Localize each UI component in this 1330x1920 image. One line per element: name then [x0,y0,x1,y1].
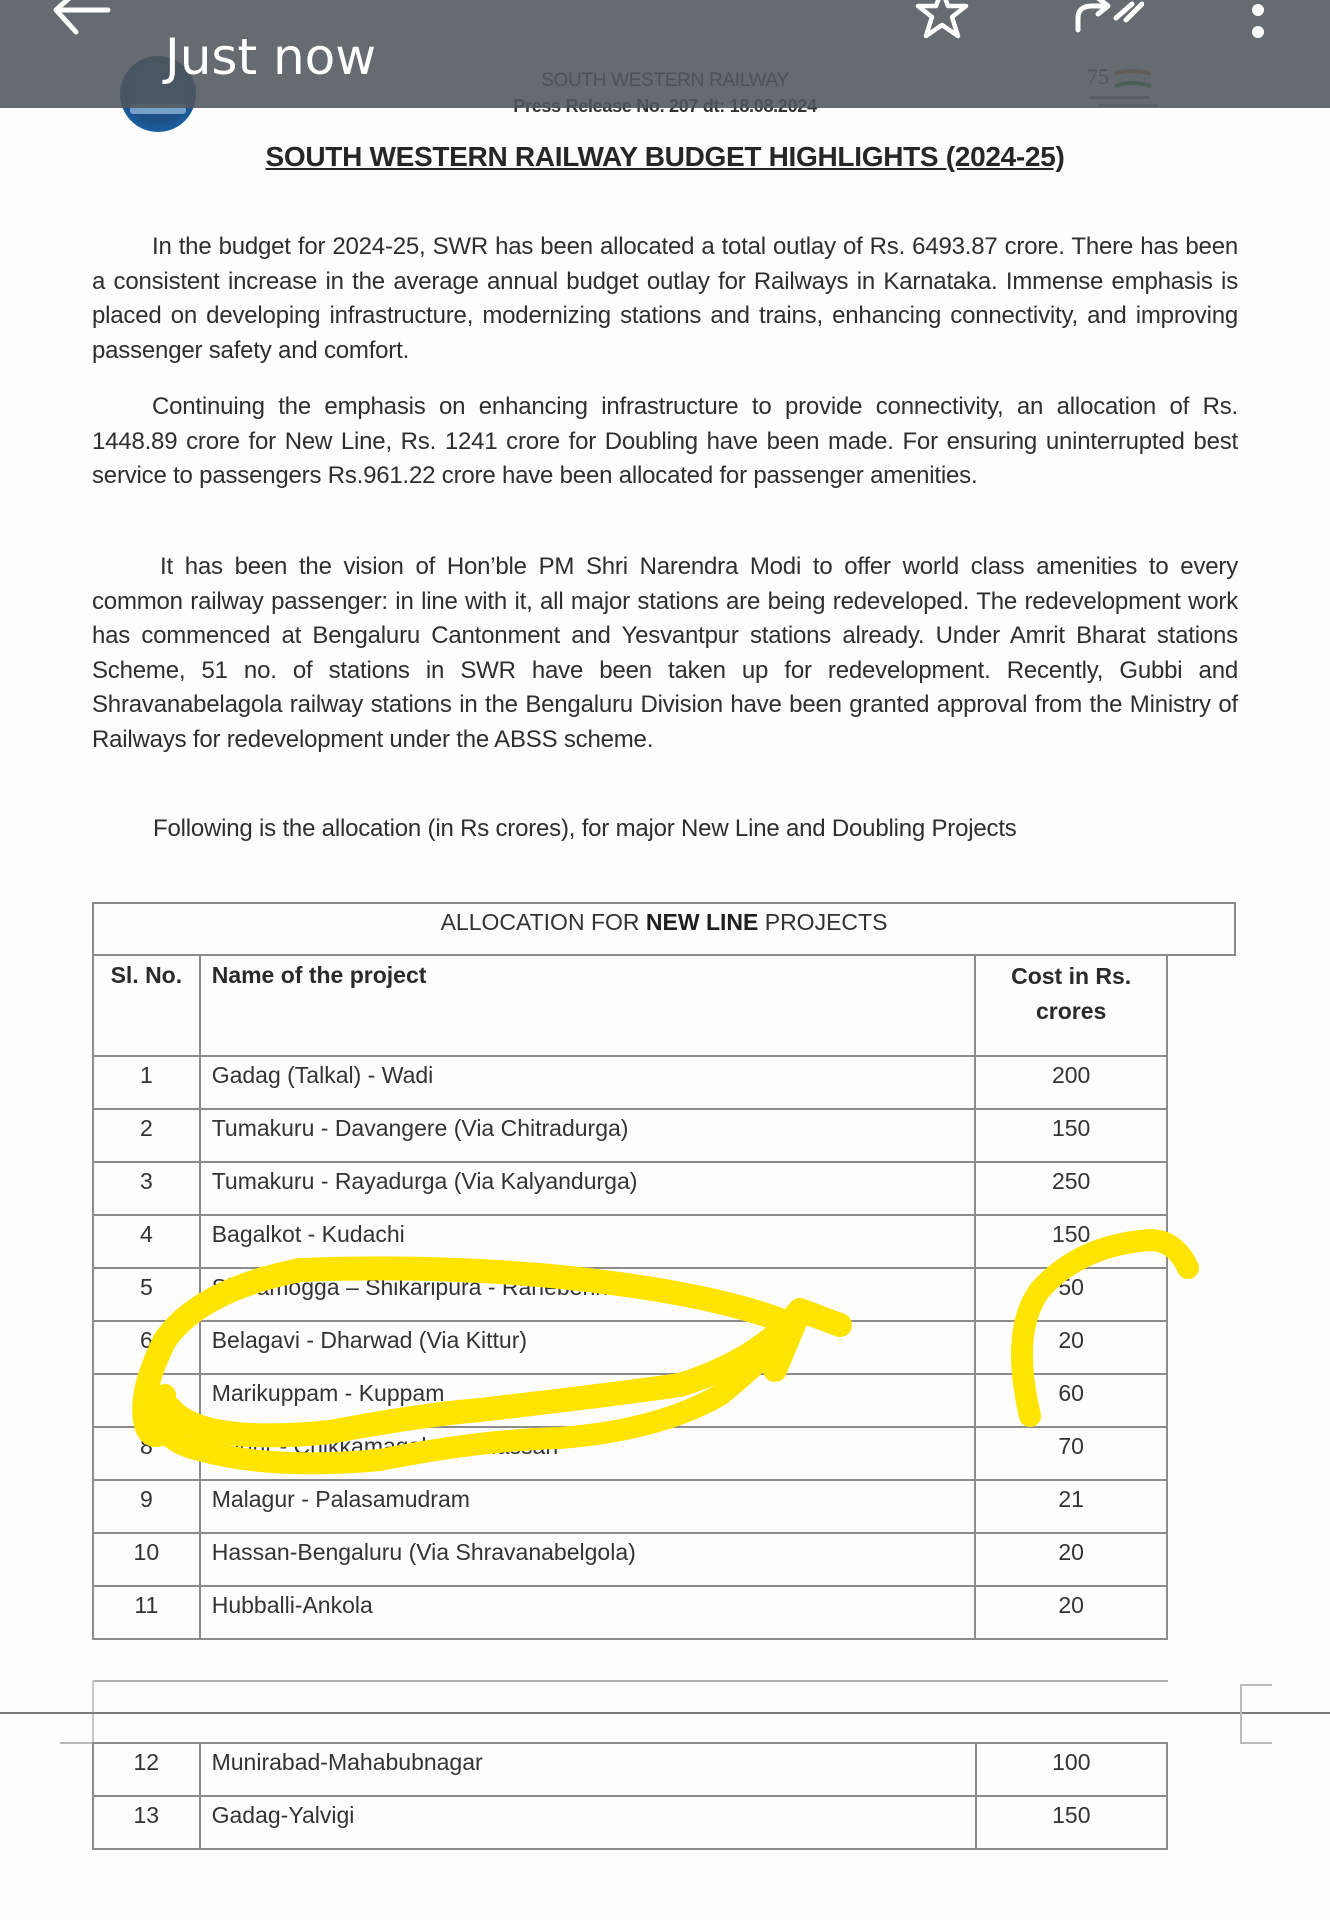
lead-in-text: Following is the allocation (in Rs crores), for major New Line and Doubling Projects [153,815,1017,842]
row-sl-no: 2 [93,1109,200,1162]
table-row [93,1162,1167,1215]
row-sl-no: 1 [93,1056,200,1109]
row-sl-no: 3 [93,1162,200,1215]
row-cost: 20 [975,1321,1167,1374]
row-cost: 150 [975,1215,1167,1268]
table-row [93,1427,1167,1480]
table-row [93,1056,1167,1109]
row-project-name: Malagur - Palasamudram [200,1480,976,1533]
page-break-divider [0,1712,1330,1714]
row-sl-no: 5 [93,1268,200,1321]
paragraph-2-text: Continuing the emphasis on enhancing infrastructure to provide connectivity, an allocation of Rs. 1448.89 crore for New Line, Rs. 1241 crore for Doubling have been made. For ensuring uninterrupted best service to passengers Rs.961.22 crore have been allocated for passenger amenities. [92,393,1238,489]
table-row [93,1215,1167,1268]
row-project-name: Marikuppam - Kuppam [200,1374,976,1427]
paragraph-1-text: In the budget for 2024-25, SWR has been allocated a total outlay of Rs. 6493.87 crore. There has been a consistent increase in the average annual budget outlay for Railways in Karnataka. Immense emphasis is placed on developing infrastructure, modernizing stations and trains, enhancing connectivity, and improving passenger safety and comfort. [92,233,1238,364]
row-project-name: Munirabad-Mahabubnagar [200,1743,976,1796]
table-row [93,1480,1167,1533]
new-line-table [92,954,1168,1640]
app-bar [0,0,1330,108]
row-project-name: Tumakuru - Rayadurga (Via Kalyandurga) [200,1162,976,1215]
row-cost: 20 [975,1586,1167,1639]
table-header-row [93,955,1167,1056]
forward-icon[interactable] [1072,0,1144,34]
row-project-name: Hubballi-Ankola [200,1586,976,1639]
page-edge [92,1680,1168,1682]
row-cost: 100 [976,1743,1167,1796]
row-project-name: Tumakuru - Davangere (Via Chitradurga) [200,1109,976,1162]
row-cost: 250 [975,1162,1167,1215]
row-sl-no: 4 [93,1215,200,1268]
paragraph-2 [92,390,1238,494]
row-cost: 70 [975,1427,1167,1480]
row-project-name: Bagalkot - Kudachi [200,1215,976,1268]
row-sl-no: 11 [93,1586,200,1639]
row-cost: 200 [975,1056,1167,1109]
paragraph-1 [92,230,1238,368]
document-title: SOUTH WESTERN RAILWAY BUDGET HIGHLIGHTS (2024-25) [265,141,1065,172]
new-line-table-continued [92,1742,1168,1850]
row-cost: 150 [975,1109,1167,1162]
row-project-name: Shivamogga – Shikaripura - Ranebennur [200,1268,976,1321]
row-sl-no: 13 [93,1796,200,1849]
row-sl-no: 7 [93,1374,200,1427]
back-arrow-icon[interactable] [48,0,112,44]
page-margin-mark [1240,1684,1272,1744]
row-sl-no: 6 [93,1321,200,1374]
row-project-name: Belagavi - Dharwad (Via Kittur) [200,1321,976,1374]
paragraph-3-text: It has been the vision of Hon’ble PM Shri Narendra Modi to offer world class amenities to every common railway passenger: in line with it, all major stations are being redeveloped. The redevelopment work has commenced at Bengaluru Cantonment and Yesvantpur stations already. Under Amrit Bharat stations Scheme, 51 no. of stations in SWR have been taken up for redevelopment. Recently, Gubbi and Shravanabelagola railway stations in the Bengaluru Division have been granted approval from the Ministry of Railways for redevelopment under the ABSS scheme. [92,553,1238,753]
row-project-name: Gadag-Yalvigi [200,1796,976,1849]
more-vert-icon[interactable] [1246,0,1270,44]
header-cost: Cost in Rs. crores [975,955,1167,1056]
header-sl-no: Sl. No. [93,955,200,1056]
header-project-name: Name of the project [200,955,976,1056]
timestamp: Just now [165,28,377,86]
row-sl-no: 12 [93,1743,200,1796]
row-project-name: Gadag (Talkal) - Wadi [200,1056,976,1109]
table-row [93,1321,1167,1374]
row-project-name: Hassan-Bengaluru (Via Shravanabelgola) [200,1533,976,1586]
row-cost: 20 [975,1533,1167,1586]
row-sl-no: 9 [93,1480,200,1533]
page-edge [92,1680,94,1742]
table-row [93,1586,1167,1639]
table-row [93,1109,1167,1162]
row-cost: 50 [975,1268,1167,1321]
table-caption: ALLOCATION FOR NEW LINE PROJECTS [92,902,1236,956]
row-cost: 21 [975,1480,1167,1533]
row-sl-no: 10 [93,1533,200,1586]
table-row [93,1374,1167,1427]
row-project-name: Kadur - Chikkamagaluru - Hassan [200,1427,976,1480]
row-sl-no: 8 [93,1427,200,1480]
paragraph-3 [92,550,1238,757]
table-row [93,1796,1167,1849]
star-icon[interactable] [912,0,972,42]
table-row [93,1268,1167,1321]
table-row [93,1533,1167,1586]
row-cost: 150 [976,1796,1167,1849]
row-cost: 60 [975,1374,1167,1427]
table-row [93,1743,1167,1796]
